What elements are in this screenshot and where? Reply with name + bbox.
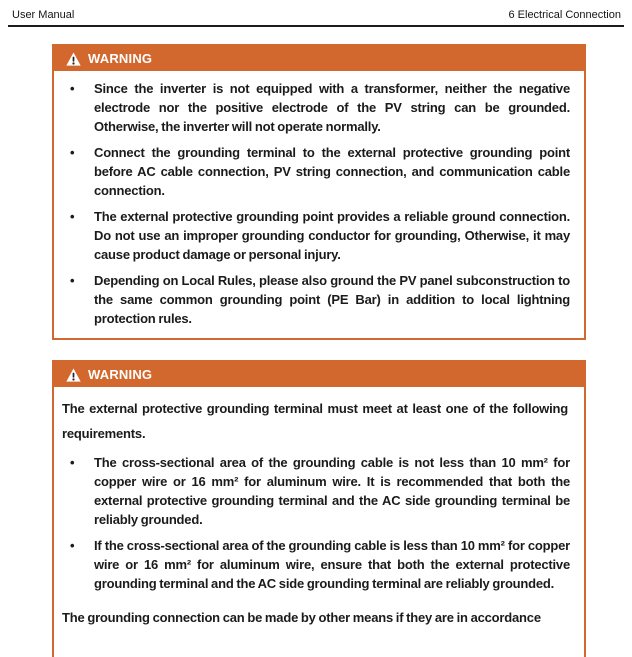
bullet-text: The cross-sectional area of the grounding cable is not less than 10 mm² for copper wire or 16 mm² for aluminum wire. It is recommended that both the external protective grounding terminal and the AC side grounding terminal be reliably grounded.: [94, 455, 570, 527]
warning-box-2: [52, 360, 586, 657]
header-divider: [8, 25, 624, 27]
bullet-marker: •: [70, 538, 75, 553]
list-item: [70, 271, 570, 328]
warning-triangle-icon: [66, 52, 81, 66]
bullet-marker: •: [70, 145, 75, 160]
list-item: [70, 453, 570, 529]
bullet-text: Since the inverter is not equipped with a transformer, neither the negative electrode nor the positive electrode of the PV string can be grounded. Otherwise, the inverter will not operate normally.: [94, 81, 570, 134]
warning-box-1-body: [54, 71, 584, 338]
page-header-right: 6 Electrical Connection: [508, 9, 621, 21]
warning-box-1: [52, 44, 586, 340]
warning-title: WARNING: [88, 51, 153, 66]
bullet-text: Connect the grounding terminal to the external protective grounding point before AC cable connection, PV string connection, and communication cable connection.: [94, 145, 570, 198]
list-item: [70, 536, 570, 593]
list-item: [70, 79, 570, 136]
footer-paragraph: The grounding connection can be made by other means if they are in accordance: [62, 610, 541, 625]
warning-title: WARNING: [88, 367, 153, 382]
bullet-marker: •: [70, 455, 75, 470]
warning-box-2-header: [54, 362, 584, 387]
list-item: [70, 207, 570, 264]
page-header-left: User Manual: [12, 9, 75, 21]
list-item: [70, 143, 570, 200]
warning-box-1-header: [54, 46, 584, 71]
bullet-marker: •: [70, 81, 75, 96]
bullet-marker: •: [70, 273, 75, 288]
warning-triangle-icon: [66, 368, 81, 382]
intro-paragraph: The external protective grounding terminal must meet at least one of the following requirements.: [62, 401, 568, 441]
page-header: [0, 0, 632, 25]
bullet-marker: •: [70, 209, 75, 224]
bullet-text: The external protective grounding point provides a reliable ground connection. Do not use an improper grounding conductor for grounding, Otherwise, it may cause product damage or personal injury.: [94, 209, 570, 262]
bullet-text: If the cross-sectional area of the grounding cable is less than 10 mm² for copper wire or 16 mm² for aluminum wire, ensure that both the external protective grounding terminal and the AC side grounding terminal are reliably grounded.: [94, 538, 570, 591]
bullet-text: Depending on Local Rules, please also ground the PV panel subconstruction to the same common grounding point (PE Bar) in addition to local lightning protection rules.: [94, 273, 570, 326]
